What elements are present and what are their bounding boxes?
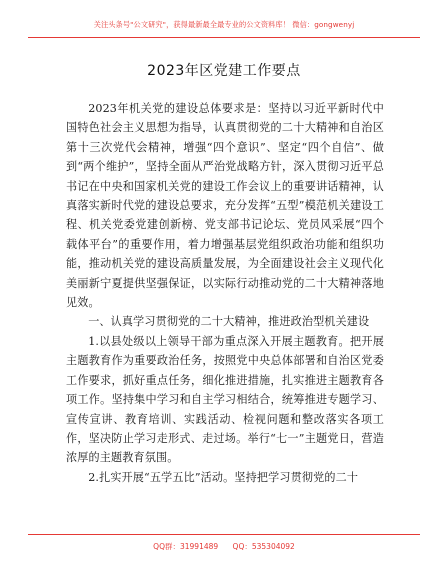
qq-group-text: QQ群：31991489 (153, 542, 219, 551)
body-paragraph: 1.以县处级以上领导干部为重点深入开展主题教育。把开展主题教育作为重要政治任务，按照党中央总体部署和自治区党委工作要求，抓好重点任务，细化推进措施，扎实推进主题教育各项工作。坚持集中学习和自主学习相结合，统筹推进专题学习、宣传宣讲、教育培训、实践活动、检视问题和整改落实各项工作，坚决防止学习走形式、走过场。举行“七一”主题党日，营造浓厚的主题教育氛围。 (66, 334, 384, 465)
footer (0, 541, 448, 552)
qq-text: QQ：535304092 (232, 542, 295, 551)
document-body (66, 99, 384, 487)
section-heading: 一、认真学习贯彻党的二十大精神，推进政治型机关建设 (88, 315, 370, 329)
page-title: 2023年区党建工作要点 (147, 63, 301, 79)
body-paragraph: 2.扎实开展“五学五比”活动。坚持把学习贯彻党的二十 (88, 470, 359, 484)
footer-divider (28, 534, 420, 535)
intro-paragraph: 2023年机关党的建设总体要求是：坚持以习近平新时代中国特色社会主义思想为指导，认真贯彻党的二十大精神和自治区第十三次党代会精神，增强“四个意识”、坚定“四个自信”、做到“两个维护”，坚持全面从严治党战略方针，深入贯彻习近平总书记在中央和国家机关党的建设工作会议上的重要讲话精神，认真落实新时代党的建设总要求，充分发挥“五型”模范机关建设工程、机关党委党建创新榜、党支部书记论坛、党员风采展“四个载体平台”的重要作用，着力增强基层党组织政治功能和组织功能，推动机关党的建设高质量发展，为全面建设社会主义现代化美丽新宁夏提供坚强保证，以实际行动推动党的二十大精神落地见效。 (66, 102, 384, 310)
header-banner: 关注头条号"公文研究"，获得最新最全最专业的公文资料库！ 微信：gongwenyj (93, 20, 355, 29)
header-divider (28, 37, 420, 38)
